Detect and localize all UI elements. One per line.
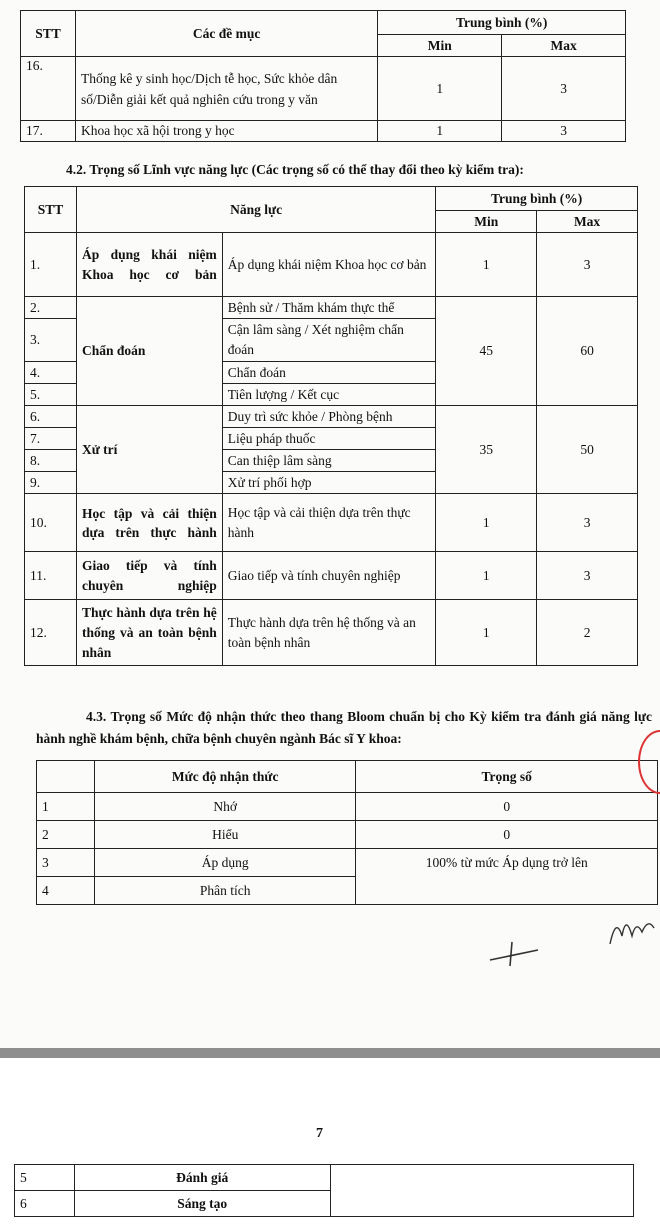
row-number: 8. bbox=[25, 450, 77, 472]
domain-cell: Giao tiếp và tính chuyên nghiệp bbox=[76, 552, 222, 600]
level-number: 6 bbox=[15, 1191, 75, 1217]
item-cell: Giao tiếp và tính chuyên nghiệp bbox=[222, 552, 436, 600]
max-cell: 3 bbox=[502, 121, 626, 142]
topic-cell: Thống kê y sinh học/Dịch tễ học, Sức khỏe dân số/Diễn giải kết quả nghiên cứu trong y văn bbox=[75, 57, 377, 121]
min-cell: 1 bbox=[436, 552, 537, 600]
weight-cell: 100% từ mức Áp dụng trở lên bbox=[356, 849, 658, 905]
max-cell: 3 bbox=[502, 57, 626, 121]
domain-cell: Học tập và cải thiện dựa trên thực hành bbox=[76, 494, 222, 552]
row-number: 16. bbox=[21, 57, 76, 121]
min-cell: 1 bbox=[436, 233, 537, 297]
domain-cell: Áp dụng khái niệm Khoa học cơ bản bbox=[76, 233, 222, 297]
header-min: Min bbox=[436, 211, 537, 233]
level-cell: Nhớ bbox=[94, 793, 356, 821]
header-competency: Năng lực bbox=[76, 187, 435, 233]
item-cell: Thực hành dựa trên hệ thống và an toàn bệnh nhân bbox=[222, 600, 436, 666]
page-separator bbox=[0, 1048, 660, 1058]
table-row bbox=[25, 233, 638, 297]
max-cell: 50 bbox=[537, 406, 638, 494]
header-average: Trung bình (%) bbox=[378, 11, 626, 35]
item-cell: Học tập và cải thiện dựa trên thực hành bbox=[222, 494, 436, 552]
row-number: 11. bbox=[25, 552, 77, 600]
level-number: 2 bbox=[37, 821, 95, 849]
min-cell: 1 bbox=[436, 494, 537, 552]
min-cell: 45 bbox=[436, 297, 537, 406]
level-cell: Hiểu bbox=[94, 821, 356, 849]
table-row bbox=[15, 1165, 634, 1191]
table-row bbox=[37, 849, 658, 877]
bloom-table bbox=[36, 760, 658, 905]
topic-cell: Khoa học xã hội trong y học bbox=[75, 121, 377, 142]
page-number: 7 bbox=[316, 1126, 323, 1141]
table-row bbox=[37, 793, 658, 821]
table-row bbox=[21, 57, 626, 121]
row-number: 17. bbox=[21, 121, 76, 142]
max-cell: 3 bbox=[537, 233, 638, 297]
domain-cell: Thực hành dựa trên hệ thống và an toàn bệnh nhân bbox=[76, 600, 222, 666]
domain-cell-treatment: Xử trí bbox=[76, 406, 222, 494]
weight-cell: 0 bbox=[356, 793, 658, 821]
min-cell: 35 bbox=[436, 406, 537, 494]
header-average: Trung bình (%) bbox=[436, 187, 638, 211]
table-row bbox=[25, 552, 638, 600]
level-number: 4 bbox=[37, 877, 95, 905]
level-cell: Sáng tạo bbox=[74, 1191, 330, 1217]
header-topic: Các đề mục bbox=[75, 11, 377, 57]
signature bbox=[606, 906, 660, 950]
table-row bbox=[25, 406, 638, 428]
item-cell: Xử trí phối hợp bbox=[222, 472, 436, 494]
item-cell: Can thiệp lâm sàng bbox=[222, 450, 436, 472]
max-cell: 3 bbox=[537, 552, 638, 600]
row-number: 5. bbox=[25, 384, 77, 406]
topics-table bbox=[20, 10, 626, 142]
table-row bbox=[21, 121, 626, 142]
level-number: 3 bbox=[37, 849, 95, 877]
item-cell: Liệu pháp thuốc bbox=[222, 428, 436, 450]
header-max: Max bbox=[537, 211, 638, 233]
item-cell: Bệnh sử / Thăm khám thực thể bbox=[222, 297, 436, 319]
header-stt: STT bbox=[25, 187, 77, 233]
header-stt: STT bbox=[21, 11, 76, 57]
level-number: 1 bbox=[37, 793, 95, 821]
table-row bbox=[25, 494, 638, 552]
level-number: 5 bbox=[15, 1165, 75, 1191]
initials-signature bbox=[486, 936, 546, 970]
row-number: 3. bbox=[25, 319, 77, 362]
row-number: 1. bbox=[25, 233, 77, 297]
header-level: Mức độ nhận thức bbox=[94, 761, 356, 793]
item-cell: Chẩn đoán bbox=[222, 362, 436, 384]
table-row bbox=[37, 821, 658, 849]
header-max: Max bbox=[502, 35, 626, 57]
document-page-next bbox=[0, 1058, 660, 1226]
header-weight: Trọng số bbox=[356, 761, 658, 793]
min-cell: 1 bbox=[378, 121, 502, 142]
row-number: 4. bbox=[25, 362, 77, 384]
row-number: 6. bbox=[25, 406, 77, 428]
level-cell: Đánh giá bbox=[74, 1165, 330, 1191]
row-number: 7. bbox=[25, 428, 77, 450]
competency-table bbox=[24, 186, 638, 666]
item-cell: Cận lâm sàng / Xét nghiệm chẩn đoán bbox=[222, 319, 436, 362]
section-4-2-heading: 4.2. Trọng số Lĩnh vực năng lực (Các trọng số có thể thay đổi theo kỳ kiểm tra): bbox=[66, 162, 524, 177]
bloom-table-continued bbox=[14, 1164, 634, 1217]
row-number: 12. bbox=[25, 600, 77, 666]
max-cell: 60 bbox=[537, 297, 638, 406]
item-cell: Duy trì sức khỏe / Phòng bệnh bbox=[222, 406, 436, 428]
section-4-3-heading: 4.3. Trọng số Mức độ nhận thức theo thang Bloom chuẩn bị cho Kỳ kiểm tra đánh giá năng lực hành nghề khám bệnh, chữa bệnh chuyên ngành Bác sĩ Y khoa: bbox=[36, 709, 652, 746]
level-cell: Áp dụng bbox=[94, 849, 356, 877]
weight-cell bbox=[330, 1165, 633, 1217]
min-cell: 1 bbox=[378, 57, 502, 121]
max-cell: 2 bbox=[537, 600, 638, 666]
table-row bbox=[25, 600, 638, 666]
min-cell: 1 bbox=[436, 600, 537, 666]
row-number: 9. bbox=[25, 472, 77, 494]
row-number: 2. bbox=[25, 297, 77, 319]
weight-cell: 0 bbox=[356, 821, 658, 849]
level-cell: Phân tích bbox=[94, 877, 356, 905]
item-cell: Áp dụng khái niệm Khoa học cơ bản bbox=[222, 233, 436, 297]
item-cell: Tiên lượng / Kết cục bbox=[222, 384, 436, 406]
row-number: 10. bbox=[25, 494, 77, 552]
header-min: Min bbox=[378, 35, 502, 57]
domain-cell-diagnosis: Chẩn đoán bbox=[76, 297, 222, 406]
table-row bbox=[25, 297, 638, 319]
max-cell: 3 bbox=[537, 494, 638, 552]
